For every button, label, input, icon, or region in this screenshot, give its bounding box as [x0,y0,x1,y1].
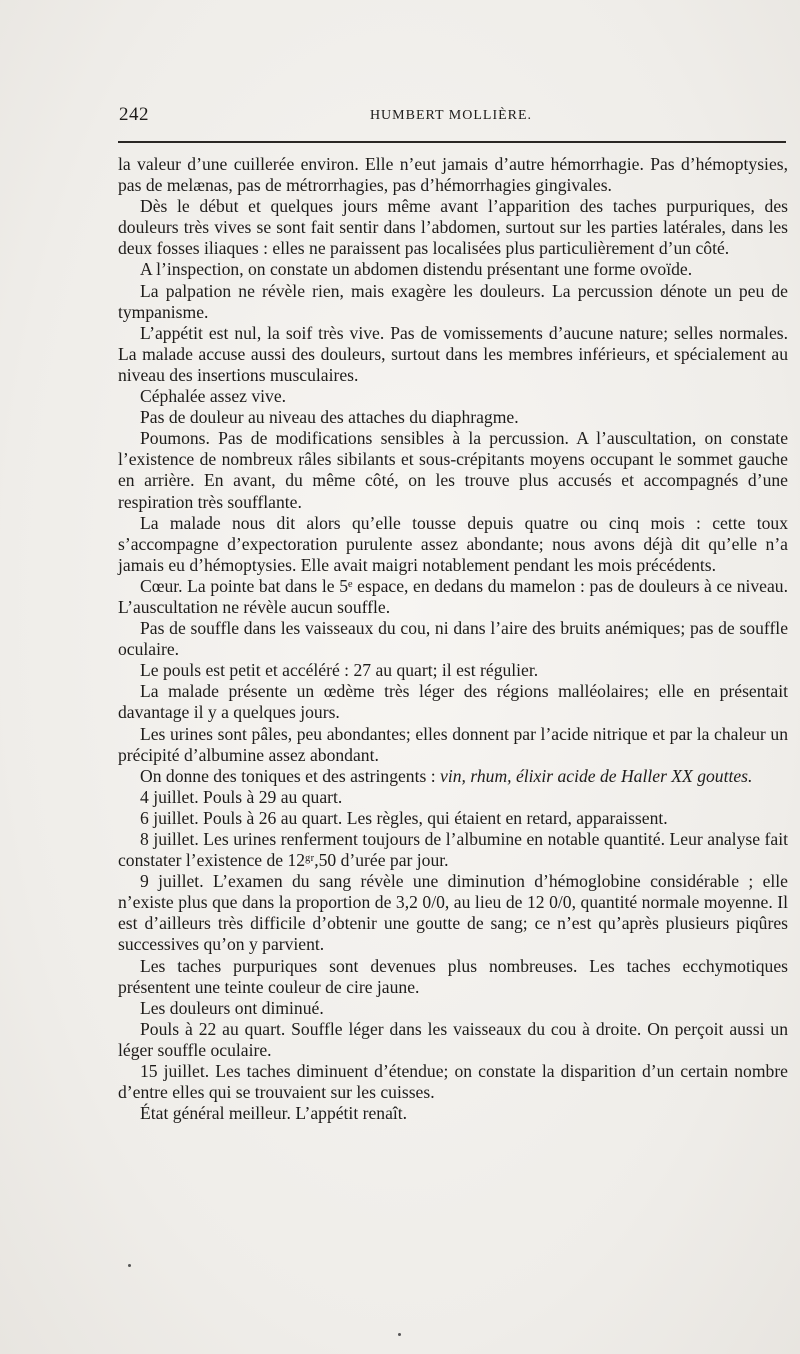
paragraph: Poumons. Pas de modifications sensibles à la percussion. A l’auscultation, on constate l’existence de nombreux râles sibilants et sous-crépitants moyens occupant le sommet gauche en arrière. En avant, du même côté, on les trouve plus accusés et accompagnés d’une respiration très soufflante. [118,428,788,512]
paragraph: État général meilleur. L’appétit renaît. [140,1103,408,1124]
paragraph: 9 juillet. L’examen du sang révèle une diminution d’hémoglobine considérable ; elle n’existe plus que dans la proportion de 3,2 0/0, au lieu de 12 0/0, quantité normale moyenne. Il est d’ailleurs très difficile d’obtenir une goutte de sang; ce n’est qu’après plusieurs piqûres successives qu’on y parvient. [118,871,788,955]
paragraph: Pouls à 22 au quart. Souffle léger dans les vaisseaux du cou à droite. On perçoit aussi un léger souffle oculaire. [118,1018,788,1060]
paragraph: 15 juillet. Les taches diminuent d’étendue; on constate la disparition d’un certain nombre d’entre elles qui se trouvaient sur les cuisses. [118,1061,788,1103]
treatment-paragraph [118,766,788,787]
paragraph: Les douleurs ont diminué. [140,997,324,1018]
header-rule [118,141,786,143]
page-header [119,104,783,130]
paragraph: Les taches purpuriques sont devenues plus nombreuses. Les taches ecchymotiques présentent une teinte couleur de cire jaune. [118,955,788,997]
treatment-lead: On donne des toniques et des astringents : [140,765,441,786]
paragraph: L’appétit est nul, la soif très vive. Pas de vomissements d’aucune nature; selles normales. La malade accuse aussi des douleurs, surtout dans les membres inférieurs, et spécialement au niveau des insertions musculaires. [118,322,788,385]
ink-speck [128,1264,131,1267]
paragraph: 4 juillet. Pouls à 29 au quart. [140,786,343,807]
paragraph: Pas de douleur au niveau des attaches du diaphragme. [140,407,519,428]
paragraph: Le pouls est petit et accéléré : 27 au quart; il est régulier. [140,660,539,681]
paragraph: Cœur. La pointe bat dans le 5ᵉ espace, en dedans du mamelon : pas de douleurs à ce niveau. L’auscultation ne révèle aucun souffle. [118,575,788,617]
body-text [118,154,788,1124]
paragraph: La malade nous dit alors qu’elle tousse depuis quatre ou cinq mois : cette toux s’accompagne d’expectoration purulente assez abondante; nous avons déjà dit qu’elle n’a jamais eu d’hémoptysies. Elle avait maigri notablement pendant les mois précédents. [118,512,788,575]
paragraph: Les urines sont pâles, peu abondantes; elles donnent par l’acide nitrique et par la chaleur un précipité d’albumine assez abondant. [118,723,788,765]
page-number: 242 [119,104,149,125]
paragraph: 6 juillet. Pouls à 26 au quart. Les règles, qui étaient en retard, apparaissent. [140,807,668,828]
paragraph: Céphalée assez vive. [140,386,287,407]
paragraph: La malade présente un œdème très léger des régions malléolaires; elle en présentait davantage il y a quelques jours. [118,681,788,723]
paragraph: Dès le début et quelques jours même avant l’apparition des taches purpuriques, des douleurs très vives se sont fait sentir dans l’abdomen, surtout sur les parties latérales, dans les deux fosses iliaques : elles ne paraissent pas localisées plus particulièrement d’un côté. [118,196,788,259]
paragraph: 8 juillet. Les urines renferment toujours de l’albumine en notable quantité. Leur analyse fait constater l’existence de 12ᵍʳ,50 d’urée par jour. [118,829,788,871]
ink-speck [398,1333,401,1336]
running-title: HUMBERT MOLLIÈRE. [369,108,533,123]
paragraph: Pas de souffle dans les vaisseaux du cou, ni dans l’aire des bruits anémiques; pas de souffle oculaire. [118,618,788,660]
paragraph: la valeur d’une cuillerée environ. Elle n’eut jamais d’autre hémorrhagie. Pas d’hémoptysies, pas de melænas, pas de métrorrhagies, pas d’hémorrhagies gingivales. [118,154,788,196]
treatment-remedies: vin, rhum, élixir acide de Haller XX gouttes. [440,765,753,786]
paragraph: A l’inspection, on constate un abdomen distendu présentant une forme ovoïde. [140,259,693,280]
paragraph: La palpation ne révèle rien, mais exagère les douleurs. La percussion dénote un peu de tympanisme. [118,280,788,322]
